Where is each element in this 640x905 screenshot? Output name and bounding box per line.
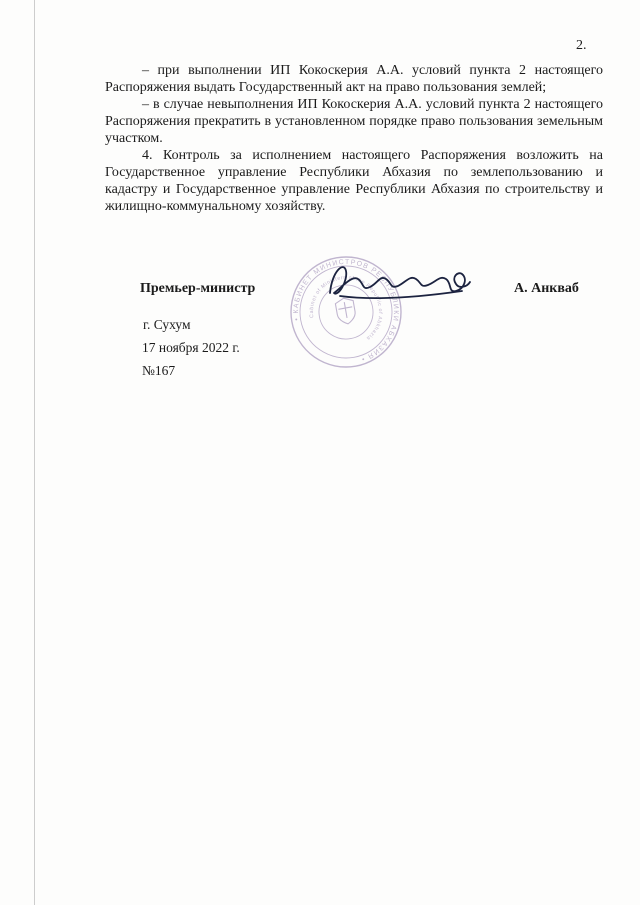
signatory-title: Премьер-министр <box>140 281 256 296</box>
paragraph: 4. Контроль за исполнением настоящего Распоряжения возложить на Государственное управление Республики Абхазия по землепользованию и кадастру и Государственное управление Республики Абхазия по строительству и жилищно-коммунальному хозяйству. <box>105 148 603 214</box>
stamp-inner-ring-text: Cabinet of Ministers of the Republic of Abkhazia <box>308 274 384 342</box>
page-number: 2. <box>576 38 587 53</box>
signature-underline <box>340 291 462 298</box>
stamp-ring-text: • КАБИНЕТ МИНИСТРОВ РЕСПУБЛИКИ АБХАЗИЯ • <box>292 258 400 363</box>
handwritten-signature <box>322 253 472 303</box>
document-body <box>105 62 603 215</box>
scan-artifact-line <box>34 0 35 905</box>
footer-date: 17 ноября 2022 г. <box>142 340 240 355</box>
signatory-name: А. Анкваб <box>514 281 579 296</box>
footer-city: г. Сухум <box>143 317 191 332</box>
signature-stroke <box>330 267 470 294</box>
paragraph: – в случае невыполнения ИП Кокоскерия А.А. условий пункта 2 настоящего Распоряжения прекратить в установленном порядке право пользования земельным участком. <box>105 97 603 146</box>
paragraph: – при выполнении ИП Кокоскерия А.А. условий пункта 2 настоящего Распоряжения выдать Государственный акт на право пользования землей; <box>105 63 603 95</box>
footer-document-number: №167 <box>142 363 176 378</box>
